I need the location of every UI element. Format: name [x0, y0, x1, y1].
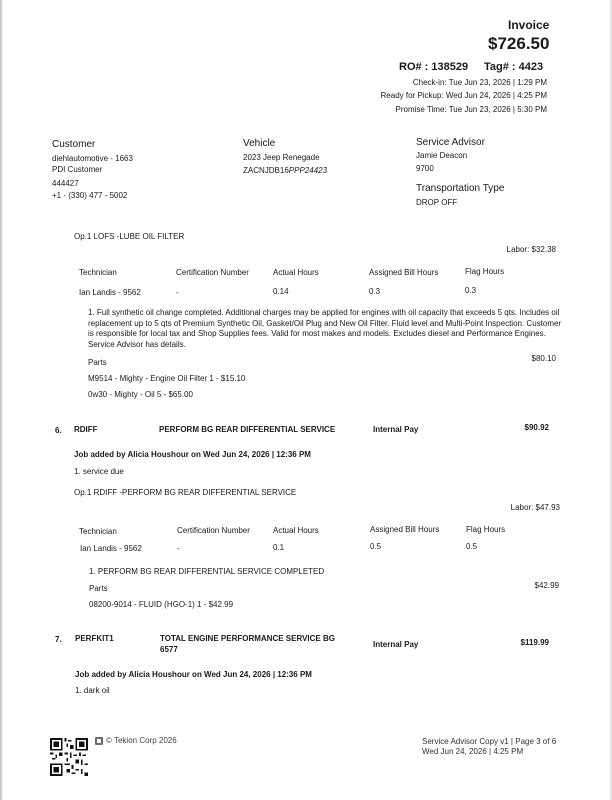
customer-name: diehlautomotive - 1663 [52, 154, 133, 163]
part-item: M9514 - Mighty - Engine Oil Filter 1 - $15.10 [88, 374, 246, 383]
vehicle-model [243, 153, 320, 162]
advisor-name: Jamie Deacon [416, 151, 468, 160]
job-concern: 1. dark oil [75, 686, 110, 695]
checkin-time: Check-in: Tue Jun 23, 2026 | 1:29 PM [412, 78, 547, 87]
vehicle-model-text: 2023 Jeep Renegade [243, 153, 320, 162]
job-number: 7. [55, 635, 62, 644]
col-certification: Certification Number [177, 526, 250, 535]
scan-edge-left [0, 0, 3, 800]
job-amount: $119.99 [520, 638, 549, 647]
tech-flag: 0.3 [465, 286, 477, 295]
transport-value: DROP OFF [416, 198, 458, 207]
op-lofs-labor: Labor: $32.38 [506, 245, 556, 254]
tech-cert: - [176, 288, 179, 297]
job-added-by: Job added by Alicia Houshour on Wed Jun 24, 2026 | 12:36 PM [74, 450, 311, 459]
col-flag-hours: Flag Hours [465, 267, 505, 276]
part-item: 08200-9014 - FLUID (HGO-1) 1 - $42.99 [89, 600, 234, 609]
document-type: Invoice [508, 18, 550, 32]
job-title: PERFORM BG REAR DIFFERENTIAL SERVICE [159, 425, 336, 434]
op-lofs-parts-label: Parts [88, 358, 107, 367]
job-title-line1: TOTAL ENGINE PERFORMANCE SERVICE BG [160, 634, 335, 643]
job-concern: 1. service due [74, 467, 124, 476]
vehicle-vin [243, 166, 327, 175]
tech-name: Ian Landis - 9562 [80, 544, 142, 553]
op-title: Op.1 RDIFF -PERFORM BG REAR DIFFERENTIAL SERVICE [74, 488, 297, 497]
job-amount: $90.92 [524, 423, 549, 432]
job-code: PERFKIT1 [75, 634, 114, 643]
job-pay-type: Internal Pay [373, 640, 419, 649]
col-technician: Technician [79, 527, 117, 536]
col-assigned-hours: Assigned Bill Hours [370, 525, 440, 534]
footer-copyright: © Tekion Corp 2026 [106, 736, 177, 745]
vin-prefix: ZACNJDB16 [243, 166, 289, 175]
op-lofs-parts-total: $80.10 [531, 354, 556, 363]
tech-assigned: 0.3 [369, 287, 381, 296]
advisor-heading: Service Advisor [416, 137, 485, 148]
tech-actual: 0.1 [273, 543, 285, 552]
vehicle-heading: Vehicle [243, 138, 276, 149]
ready-time: Ready for Pickup: Wed Jun 24, 2026 | 4:25 PM [380, 91, 547, 100]
tech-cert: - [177, 544, 180, 553]
col-assigned-hours: Assigned Bill Hours [369, 268, 439, 277]
footer-copy-info: Service Advisor Copy v1 | Page 3 of 6 [422, 737, 557, 746]
job-code: RDIFF [74, 425, 98, 434]
col-certification: Certification Number [176, 268, 249, 277]
col-flag-hours: Flag Hours [466, 525, 506, 534]
ro-number: RO# : 138529 [399, 61, 469, 73]
invoice-total: $726.50 [488, 34, 550, 53]
col-technician: Technician [79, 268, 117, 277]
job-pay-type: Internal Pay [373, 425, 419, 434]
op-labor: Labor: $47.93 [510, 503, 560, 512]
op-note: 1. PERFORM BG REAR DIFFERENTIAL SERVICE COMPLETED [89, 567, 325, 576]
op-lofs-title: Op.1 LOFS -LUBE OIL FILTER [74, 232, 185, 241]
col-actual-hours: Actual Hours [273, 268, 319, 277]
customer-number: 444427 [52, 179, 79, 188]
transport-heading: Transportation Type [416, 183, 505, 194]
footer-printed: Wed Jun 24, 2026 | 4:25 PM [422, 747, 524, 756]
parts-label: Parts [89, 584, 108, 593]
tech-assigned: 0.5 [370, 542, 382, 551]
op-lofs-note: 1. Full synthetic oil change completed. Additional charges may be applied for engines with oil capacity that exceeds 5 qts. Includes oil replacement up to 5 qts of Premium Synthetic Oil, Gasket/Oil Plug and New Oil Filter. Fluid level and Multi-Point Inspection. Customer is responsible for local tax and Shop Supplies fees. Valid for most makes and models. Excludes diesel and Performance Engines. Service Advisor has details. [88, 308, 562, 349]
customer-heading: Customer [52, 139, 96, 150]
tag-number: Tag# : 4423 [484, 61, 544, 73]
tekion-logo-icon [95, 737, 103, 745]
job-number: 6. [55, 426, 62, 435]
vin-suffix: PPP24423 [288, 166, 328, 175]
promise-time: Promise Time: Tue Jun 23, 2026 | 5:30 PM [395, 105, 547, 114]
tech-name: Ian Landis - 9562 [79, 288, 141, 297]
parts-total: $42.99 [534, 581, 559, 590]
tech-actual: 0.14 [273, 287, 289, 296]
part-item: 0w30 - Mighty - Oil 5 - $65.00 [88, 390, 193, 399]
customer-phone: +1 - (330) 477 - 5002 [52, 191, 128, 200]
job-title-line2: 6577 [160, 645, 178, 654]
tech-flag: 0.5 [466, 542, 478, 551]
col-actual-hours: Actual Hours [273, 526, 319, 535]
advisor-number: 9700 [416, 164, 434, 173]
qr-code-icon [50, 738, 88, 776]
customer-type: PDI Customer [52, 165, 103, 174]
job-added-by: Job added by Alicia Houshour on Wed Jun 24, 2026 | 12:36 PM [75, 670, 312, 679]
